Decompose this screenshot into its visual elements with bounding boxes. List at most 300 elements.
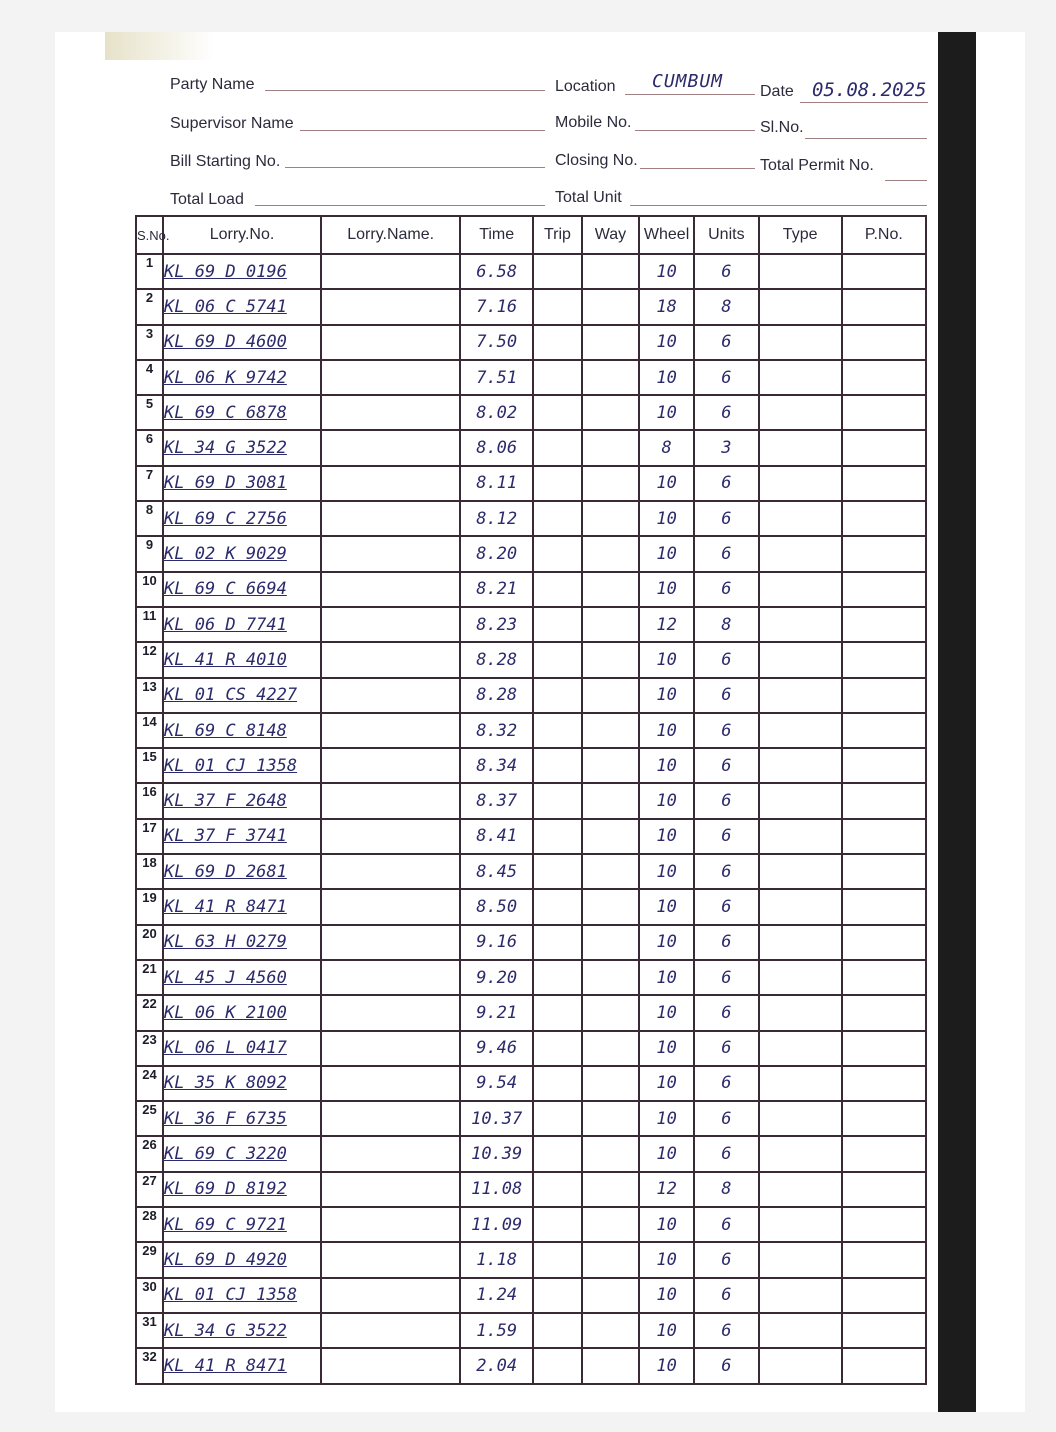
row-lorry-no: KL 69 C 6878 bbox=[163, 395, 321, 430]
col-lorry-no: Lorry.No. bbox=[163, 216, 321, 254]
total-permit-label: Total Permit No. bbox=[760, 157, 874, 174]
table-row bbox=[136, 783, 926, 818]
row-wheel: 12 bbox=[639, 607, 694, 642]
row-lorry-no: KL 06 D 7741 bbox=[163, 607, 321, 642]
row-type bbox=[759, 572, 842, 607]
row-lorry-name bbox=[321, 748, 460, 783]
row-lorry-name bbox=[321, 642, 460, 677]
row-way bbox=[582, 854, 639, 889]
row-pno bbox=[842, 536, 926, 571]
row-units: 6 bbox=[694, 1348, 758, 1383]
row-lorry-no: KL 69 D 3081 bbox=[163, 466, 321, 501]
table-row bbox=[136, 1242, 926, 1277]
location-label: Location bbox=[555, 78, 616, 95]
row-wheel: 10 bbox=[639, 995, 694, 1030]
row-sno: 25 bbox=[136, 1101, 163, 1136]
row-time: 8.21 bbox=[460, 572, 533, 607]
row-way bbox=[582, 642, 639, 677]
row-lorry-no: KL 01 CJ 1358 bbox=[163, 1278, 321, 1313]
row-sno: 23 bbox=[136, 1031, 163, 1066]
row-lorry-name bbox=[321, 678, 460, 713]
row-trip bbox=[533, 572, 582, 607]
row-sno: 17 bbox=[136, 819, 163, 854]
row-lorry-no: KL 69 D 4600 bbox=[163, 325, 321, 360]
row-lorry-name bbox=[321, 1031, 460, 1066]
row-trip bbox=[533, 501, 582, 536]
row-time: 1.59 bbox=[460, 1313, 533, 1348]
row-trip bbox=[533, 1172, 582, 1207]
row-wheel: 10 bbox=[639, 572, 694, 607]
lorry-log-table bbox=[135, 215, 927, 1385]
row-time: 2.04 bbox=[460, 1348, 533, 1383]
row-trip bbox=[533, 854, 582, 889]
row-way bbox=[582, 572, 639, 607]
mobile-line bbox=[635, 130, 755, 131]
col-lorry-name: Lorry.Name. bbox=[321, 216, 460, 254]
total-unit-line bbox=[630, 205, 927, 206]
party-name-line bbox=[265, 90, 545, 91]
table-header-row bbox=[136, 216, 926, 254]
row-wheel: 12 bbox=[639, 1172, 694, 1207]
row-pno bbox=[842, 783, 926, 818]
row-sno: 14 bbox=[136, 713, 163, 748]
row-units: 6 bbox=[694, 1101, 758, 1136]
row-pno bbox=[842, 395, 926, 430]
row-trip bbox=[533, 536, 582, 571]
row-pno bbox=[842, 748, 926, 783]
row-units: 6 bbox=[694, 254, 758, 289]
row-units: 6 bbox=[694, 1278, 758, 1313]
table-row bbox=[136, 713, 926, 748]
row-wheel: 10 bbox=[639, 1031, 694, 1066]
row-type bbox=[759, 783, 842, 818]
row-lorry-no: KL 34 G 3522 bbox=[163, 430, 321, 465]
row-wheel: 10 bbox=[639, 925, 694, 960]
row-lorry-no: KL 02 K 9029 bbox=[163, 536, 321, 571]
row-lorry-name bbox=[321, 1066, 460, 1101]
row-trip bbox=[533, 783, 582, 818]
table-row bbox=[136, 1348, 926, 1383]
row-lorry-name bbox=[321, 325, 460, 360]
row-time: 11.09 bbox=[460, 1207, 533, 1242]
table-row bbox=[136, 960, 926, 995]
row-pno bbox=[842, 1313, 926, 1348]
row-trip bbox=[533, 960, 582, 995]
row-wheel: 10 bbox=[639, 254, 694, 289]
row-wheel: 10 bbox=[639, 819, 694, 854]
row-pno bbox=[842, 819, 926, 854]
row-units: 6 bbox=[694, 466, 758, 501]
row-trip bbox=[533, 1101, 582, 1136]
row-lorry-name bbox=[321, 783, 460, 818]
row-lorry-no: KL 41 R 4010 bbox=[163, 642, 321, 677]
row-pno bbox=[842, 607, 926, 642]
row-sno: 16 bbox=[136, 783, 163, 818]
row-units: 6 bbox=[694, 960, 758, 995]
row-pno bbox=[842, 1031, 926, 1066]
row-pno bbox=[842, 1066, 926, 1101]
background-edge bbox=[938, 32, 976, 1412]
row-way bbox=[582, 1172, 639, 1207]
row-lorry-no: KL 01 CS 4227 bbox=[163, 678, 321, 713]
row-pno bbox=[842, 360, 926, 395]
row-type bbox=[759, 1101, 842, 1136]
row-type bbox=[759, 1136, 842, 1171]
row-lorry-name bbox=[321, 1172, 460, 1207]
row-way bbox=[582, 1136, 639, 1171]
row-pno bbox=[842, 713, 926, 748]
row-time: 8.11 bbox=[460, 466, 533, 501]
row-type bbox=[759, 748, 842, 783]
row-units: 6 bbox=[694, 1066, 758, 1101]
row-sno: 30 bbox=[136, 1278, 163, 1313]
row-way bbox=[582, 960, 639, 995]
row-lorry-name bbox=[321, 995, 460, 1030]
row-pno bbox=[842, 325, 926, 360]
row-time: 8.23 bbox=[460, 607, 533, 642]
table-row bbox=[136, 642, 926, 677]
row-units: 6 bbox=[694, 1242, 758, 1277]
row-time: 8.28 bbox=[460, 678, 533, 713]
row-trip bbox=[533, 1313, 582, 1348]
row-lorry-no: KL 36 F 6735 bbox=[163, 1101, 321, 1136]
row-wheel: 10 bbox=[639, 713, 694, 748]
row-wheel: 10 bbox=[639, 678, 694, 713]
row-sno: 32 bbox=[136, 1348, 163, 1383]
row-trip bbox=[533, 1031, 582, 1066]
row-units: 6 bbox=[694, 360, 758, 395]
row-wheel: 10 bbox=[639, 1278, 694, 1313]
row-time: 11.08 bbox=[460, 1172, 533, 1207]
row-wheel: 10 bbox=[639, 889, 694, 924]
row-pno bbox=[842, 1101, 926, 1136]
col-trip: Trip bbox=[533, 216, 582, 254]
col-units: Units bbox=[694, 216, 758, 254]
row-lorry-no: KL 35 K 8092 bbox=[163, 1066, 321, 1101]
row-lorry-no: KL 69 C 2756 bbox=[163, 501, 321, 536]
paper-edge-shadow bbox=[105, 32, 215, 60]
row-units: 6 bbox=[694, 1031, 758, 1066]
row-time: 10.39 bbox=[460, 1136, 533, 1171]
row-pno bbox=[842, 995, 926, 1030]
row-units: 6 bbox=[694, 889, 758, 924]
row-time: 8.41 bbox=[460, 819, 533, 854]
row-way bbox=[582, 395, 639, 430]
table-row bbox=[136, 536, 926, 571]
row-lorry-no: KL 69 C 9721 bbox=[163, 1207, 321, 1242]
col-time: Time bbox=[460, 216, 533, 254]
row-lorry-name bbox=[321, 1242, 460, 1277]
row-lorry-name bbox=[321, 1136, 460, 1171]
row-lorry-no: KL 06 K 2100 bbox=[163, 995, 321, 1030]
row-pno bbox=[842, 1172, 926, 1207]
row-wheel: 10 bbox=[639, 960, 694, 995]
row-way bbox=[582, 1031, 639, 1066]
table-row bbox=[136, 466, 926, 501]
row-sno: 11 bbox=[136, 607, 163, 642]
row-way bbox=[582, 889, 639, 924]
row-type bbox=[759, 925, 842, 960]
row-lorry-no: KL 41 R 8471 bbox=[163, 1348, 321, 1383]
row-pno bbox=[842, 1207, 926, 1242]
row-sno: 7 bbox=[136, 466, 163, 501]
row-trip bbox=[533, 466, 582, 501]
row-pno bbox=[842, 925, 926, 960]
row-lorry-name bbox=[321, 572, 460, 607]
row-type bbox=[759, 501, 842, 536]
row-pno bbox=[842, 889, 926, 924]
row-units: 6 bbox=[694, 995, 758, 1030]
row-lorry-name bbox=[321, 1348, 460, 1383]
row-time: 6.58 bbox=[460, 254, 533, 289]
row-lorry-name bbox=[321, 536, 460, 571]
table-row bbox=[136, 995, 926, 1030]
row-trip bbox=[533, 1348, 582, 1383]
row-pno bbox=[842, 289, 926, 324]
col-type: Type bbox=[759, 216, 842, 254]
row-sno: 15 bbox=[136, 748, 163, 783]
row-lorry-no: KL 69 C 8148 bbox=[163, 713, 321, 748]
row-units: 6 bbox=[694, 783, 758, 818]
date-label: Date bbox=[760, 83, 794, 100]
row-sno: 3 bbox=[136, 325, 163, 360]
table-row bbox=[136, 430, 926, 465]
row-trip bbox=[533, 430, 582, 465]
row-way bbox=[582, 289, 639, 324]
row-time: 8.28 bbox=[460, 642, 533, 677]
row-way bbox=[582, 536, 639, 571]
row-time: 8.02 bbox=[460, 395, 533, 430]
table-row bbox=[136, 1172, 926, 1207]
row-lorry-name bbox=[321, 254, 460, 289]
row-units: 6 bbox=[694, 1207, 758, 1242]
row-type bbox=[759, 889, 842, 924]
row-time: 8.12 bbox=[460, 501, 533, 536]
row-way bbox=[582, 430, 639, 465]
row-time: 8.32 bbox=[460, 713, 533, 748]
row-type bbox=[759, 1278, 842, 1313]
row-sno: 13 bbox=[136, 678, 163, 713]
row-type bbox=[759, 642, 842, 677]
supervisor-label: Supervisor Name bbox=[170, 115, 294, 132]
row-time: 9.20 bbox=[460, 960, 533, 995]
row-sno: 10 bbox=[136, 572, 163, 607]
row-time: 8.06 bbox=[460, 430, 533, 465]
row-time: 10.37 bbox=[460, 1101, 533, 1136]
row-lorry-name bbox=[321, 1313, 460, 1348]
row-type bbox=[759, 819, 842, 854]
row-trip bbox=[533, 748, 582, 783]
row-way bbox=[582, 1313, 639, 1348]
row-lorry-no: KL 63 H 0279 bbox=[163, 925, 321, 960]
date-line bbox=[800, 102, 928, 103]
row-time: 8.50 bbox=[460, 889, 533, 924]
row-lorry-no: KL 69 D 4920 bbox=[163, 1242, 321, 1277]
row-units: 6 bbox=[694, 395, 758, 430]
row-units: 6 bbox=[694, 854, 758, 889]
row-sno: 9 bbox=[136, 536, 163, 571]
row-wheel: 10 bbox=[639, 360, 694, 395]
row-time: 7.50 bbox=[460, 325, 533, 360]
row-units: 8 bbox=[694, 607, 758, 642]
row-sno: 19 bbox=[136, 889, 163, 924]
table-row bbox=[136, 572, 926, 607]
row-lorry-no: KL 69 C 6694 bbox=[163, 572, 321, 607]
row-trip bbox=[533, 819, 582, 854]
row-units: 6 bbox=[694, 925, 758, 960]
row-sno: 1 bbox=[136, 254, 163, 289]
mobile-label: Mobile No. bbox=[555, 114, 632, 131]
row-trip bbox=[533, 713, 582, 748]
row-sno: 12 bbox=[136, 642, 163, 677]
row-lorry-name bbox=[321, 819, 460, 854]
row-wheel: 10 bbox=[639, 642, 694, 677]
row-units: 6 bbox=[694, 713, 758, 748]
row-pno bbox=[842, 1242, 926, 1277]
table-row bbox=[136, 678, 926, 713]
table-row bbox=[136, 854, 926, 889]
row-trip bbox=[533, 678, 582, 713]
row-lorry-name bbox=[321, 395, 460, 430]
row-lorry-name bbox=[321, 960, 460, 995]
row-trip bbox=[533, 995, 582, 1030]
row-sno: 2 bbox=[136, 289, 163, 324]
row-trip bbox=[533, 1136, 582, 1171]
row-type bbox=[759, 430, 842, 465]
row-type bbox=[759, 713, 842, 748]
total-load-line bbox=[255, 205, 545, 206]
table-row bbox=[136, 1066, 926, 1101]
row-units: 6 bbox=[694, 1136, 758, 1171]
row-way bbox=[582, 925, 639, 960]
row-way bbox=[582, 748, 639, 783]
row-pno bbox=[842, 254, 926, 289]
row-pno bbox=[842, 572, 926, 607]
row-wheel: 10 bbox=[639, 748, 694, 783]
table-row bbox=[136, 748, 926, 783]
row-lorry-no: KL 69 D 0196 bbox=[163, 254, 321, 289]
row-units: 6 bbox=[694, 678, 758, 713]
row-pno bbox=[842, 854, 926, 889]
row-way bbox=[582, 1348, 639, 1383]
row-sno: 18 bbox=[136, 854, 163, 889]
table-row bbox=[136, 1278, 926, 1313]
row-units: 6 bbox=[694, 536, 758, 571]
row-way bbox=[582, 1242, 639, 1277]
bill-starting-line bbox=[285, 167, 545, 168]
row-trip bbox=[533, 254, 582, 289]
row-way bbox=[582, 1207, 639, 1242]
row-type bbox=[759, 325, 842, 360]
row-wheel: 10 bbox=[639, 1207, 694, 1242]
row-lorry-no: KL 69 D 2681 bbox=[163, 854, 321, 889]
date-value: 05.08.2025 bbox=[812, 79, 927, 101]
row-wheel: 10 bbox=[639, 1242, 694, 1277]
row-type bbox=[759, 289, 842, 324]
row-time: 1.24 bbox=[460, 1278, 533, 1313]
row-way bbox=[582, 1278, 639, 1313]
row-lorry-name bbox=[321, 1278, 460, 1313]
row-type bbox=[759, 254, 842, 289]
table-row bbox=[136, 360, 926, 395]
row-trip bbox=[533, 1207, 582, 1242]
row-type bbox=[759, 1031, 842, 1066]
row-time: 7.51 bbox=[460, 360, 533, 395]
row-time: 7.16 bbox=[460, 289, 533, 324]
row-pno bbox=[842, 960, 926, 995]
row-trip bbox=[533, 889, 582, 924]
row-type bbox=[759, 466, 842, 501]
total-permit-line bbox=[885, 180, 927, 181]
row-trip bbox=[533, 607, 582, 642]
row-sno: 4 bbox=[136, 360, 163, 395]
row-lorry-no: KL 06 L 0417 bbox=[163, 1031, 321, 1066]
row-way bbox=[582, 607, 639, 642]
row-units: 6 bbox=[694, 642, 758, 677]
row-lorry-name bbox=[321, 854, 460, 889]
row-time: 8.20 bbox=[460, 536, 533, 571]
bill-starting-label: Bill Starting No. bbox=[170, 153, 281, 170]
row-type bbox=[759, 678, 842, 713]
row-way bbox=[582, 360, 639, 395]
col-sno: S.No. bbox=[136, 216, 163, 254]
row-way bbox=[582, 254, 639, 289]
row-lorry-name bbox=[321, 466, 460, 501]
row-trip bbox=[533, 289, 582, 324]
row-wheel: 10 bbox=[639, 1348, 694, 1383]
total-load-label: Total Load bbox=[170, 191, 244, 208]
row-way bbox=[582, 995, 639, 1030]
row-trip bbox=[533, 325, 582, 360]
row-lorry-no: KL 06 K 9742 bbox=[163, 360, 321, 395]
table-row bbox=[136, 925, 926, 960]
row-sno: 29 bbox=[136, 1242, 163, 1277]
row-pno bbox=[842, 1136, 926, 1171]
table-row bbox=[136, 889, 926, 924]
table-row bbox=[136, 395, 926, 430]
row-wheel: 8 bbox=[639, 430, 694, 465]
row-units: 6 bbox=[694, 501, 758, 536]
row-type bbox=[759, 360, 842, 395]
row-wheel: 18 bbox=[639, 289, 694, 324]
row-sno: 20 bbox=[136, 925, 163, 960]
row-way bbox=[582, 713, 639, 748]
location-value: CUMBUM bbox=[652, 71, 724, 92]
row-lorry-no: KL 45 J 4560 bbox=[163, 960, 321, 995]
row-way bbox=[582, 1101, 639, 1136]
row-units: 6 bbox=[694, 748, 758, 783]
row-time: 9.16 bbox=[460, 925, 533, 960]
table-row bbox=[136, 819, 926, 854]
row-sno: 8 bbox=[136, 501, 163, 536]
sl-no-label: Sl.No. bbox=[760, 119, 804, 136]
row-type bbox=[759, 1348, 842, 1383]
row-lorry-name bbox=[321, 1207, 460, 1242]
sl-no-line bbox=[805, 138, 927, 139]
row-sno: 6 bbox=[136, 430, 163, 465]
row-wheel: 10 bbox=[639, 466, 694, 501]
row-lorry-no: KL 69 C 3220 bbox=[163, 1136, 321, 1171]
row-wheel: 10 bbox=[639, 395, 694, 430]
row-type bbox=[759, 1172, 842, 1207]
row-lorry-name bbox=[321, 889, 460, 924]
row-lorry-no: KL 37 F 2648 bbox=[163, 783, 321, 818]
row-sno: 31 bbox=[136, 1313, 163, 1348]
row-units: 3 bbox=[694, 430, 758, 465]
row-lorry-name bbox=[321, 360, 460, 395]
row-way bbox=[582, 1066, 639, 1101]
row-wheel: 10 bbox=[639, 1136, 694, 1171]
